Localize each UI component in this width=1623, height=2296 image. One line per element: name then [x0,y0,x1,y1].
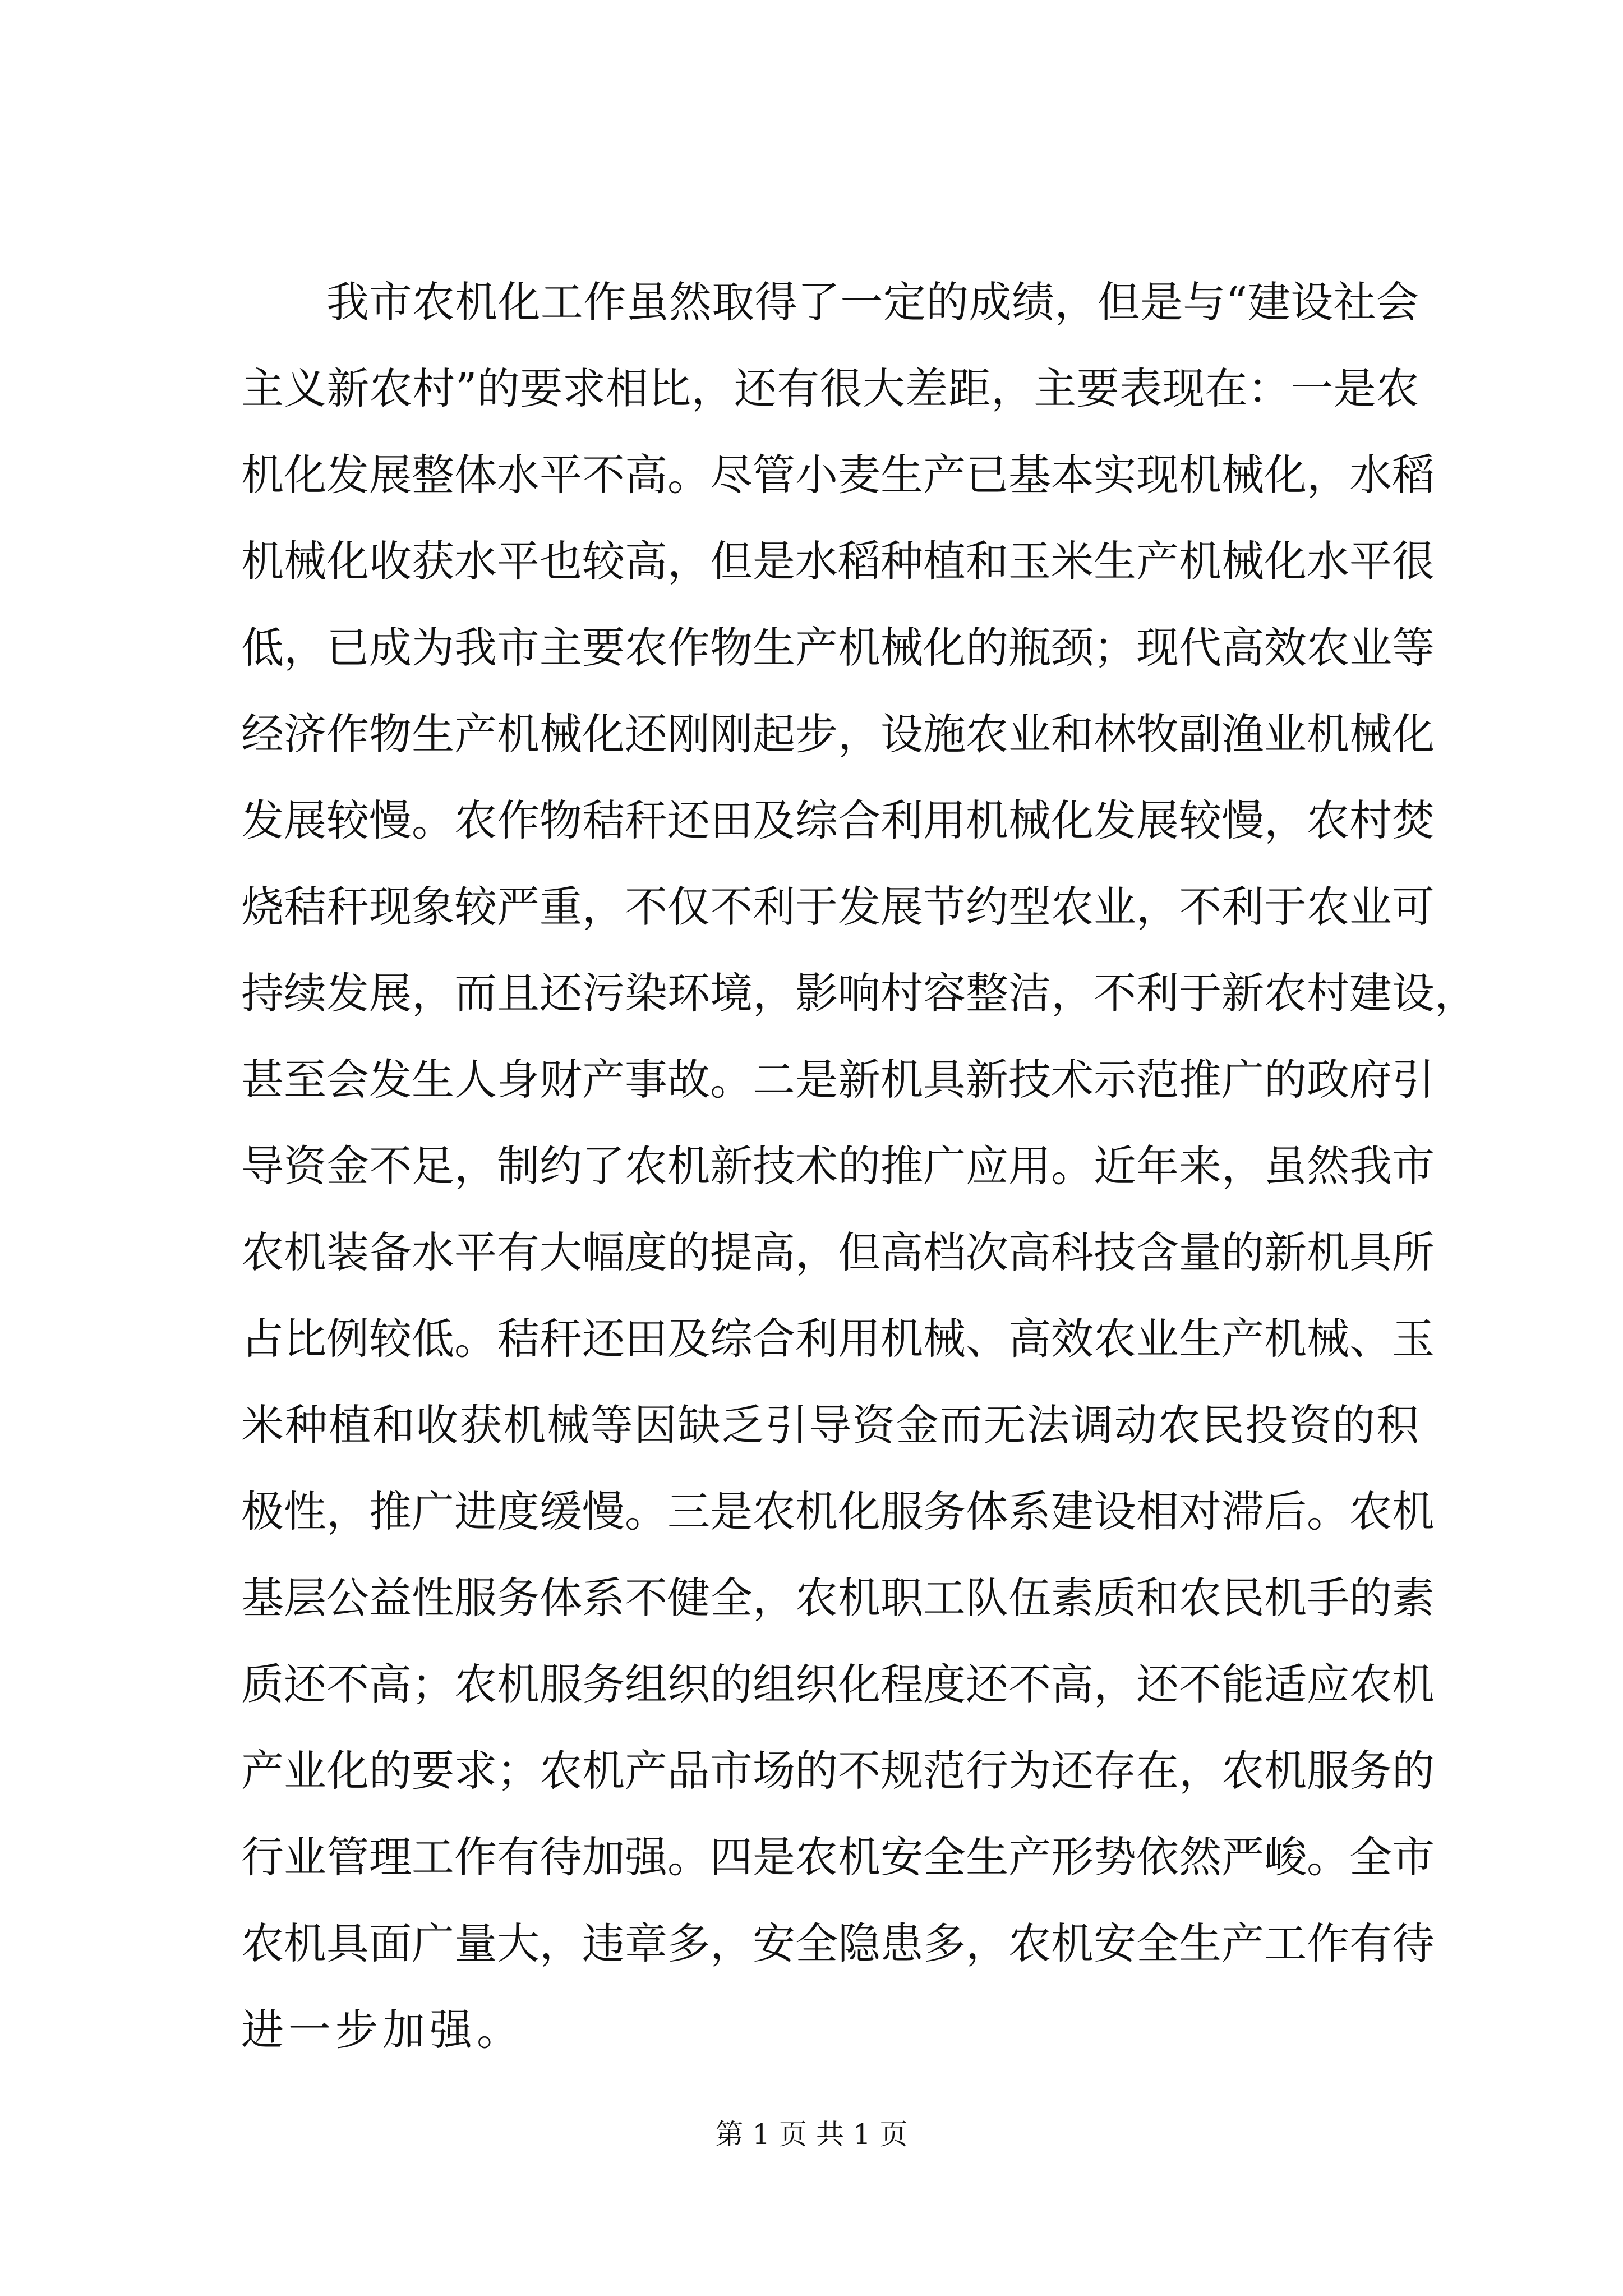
body-paragraph [241,259,1477,2073]
paragraph-line: 烧秸秆现象较严重，不仅不利于发展节约型农业，不利于农业可 [241,882,1435,932]
paragraph-line: 农机具面广量大，违章多，安全隐患多，农机安全生产工作有待 [241,1918,1435,1968]
paragraph-line: 极性，推广进度缓慢。三是农机化服务体系建设相对滞后。农机 [241,1487,1435,1536]
paragraph-line: 甚至会发生人身财产事故。二是新机具新技术示范推广的政府引 [241,1055,1435,1105]
paragraph-line: 发展较慢。农作物秸秆还田及综合利用机械化发展较慢，农村焚 [241,795,1435,845]
paragraph-line: 农机装备水平有大幅度的提高，但高档次高科技含量的新机具所 [241,1227,1435,1277]
paragraph-line: 质还不高；农机服务组织的组织化程度还不高，还不能适应农机 [241,1659,1435,1709]
paragraph-line: 产业化的要求；农机产品市场的不规范行为还存在，农机服务的 [241,1746,1435,1796]
paragraph-line: 米种植和收获机械等因缺乏引导资金而无法调动农民投资的积 [241,1400,1419,1450]
page-number-footer: 第 1 页 共 1 页 [715,2118,908,2151]
paragraph-line: 低，已成为我市主要农作物生产机械化的瓶颈；现代高效农业等 [241,623,1435,673]
paragraph-line: 主义新农村”的要求相比，还有很大差距，主要表现在：一是农 [241,364,1419,413]
paragraph-line: 进一步加强。 [241,2005,524,2055]
paragraph-line: 占比例较低。秸秆还田及综合利用机械、高效农业生产机械、玉 [241,1314,1435,1364]
paragraph-line: 导资金不足，制约了农机新技术的推广应用。近年来，虽然我市 [241,1141,1435,1191]
paragraph-line: 机化发展整体水平不高。尽管小麦生产已基本实现机械化，水稻 [241,450,1435,500]
paragraph-line: 持续发展，而且还污染环境，影响村容整洁，不利于新农村建设， [241,968,1477,1018]
paragraph-line: 我市农机化工作虽然取得了一定的成绩，但是与“建设社会 [326,277,1419,327]
paragraph-line: 基层公益性服务体系不健全，农机职工队伍素质和农民机手的素 [241,1573,1435,1623]
paragraph-line: 行业管理工作有待加强。四是农机安全生产形势依然严峻。全市 [241,1832,1435,1882]
paragraph-line: 机械化收获水平也较高，但是水稻种植和玉米生产机械化水平很 [241,536,1435,586]
paragraph-line: 经济作物生产机械化还刚刚起步，设施农业和林牧副渔业机械化 [241,709,1435,759]
